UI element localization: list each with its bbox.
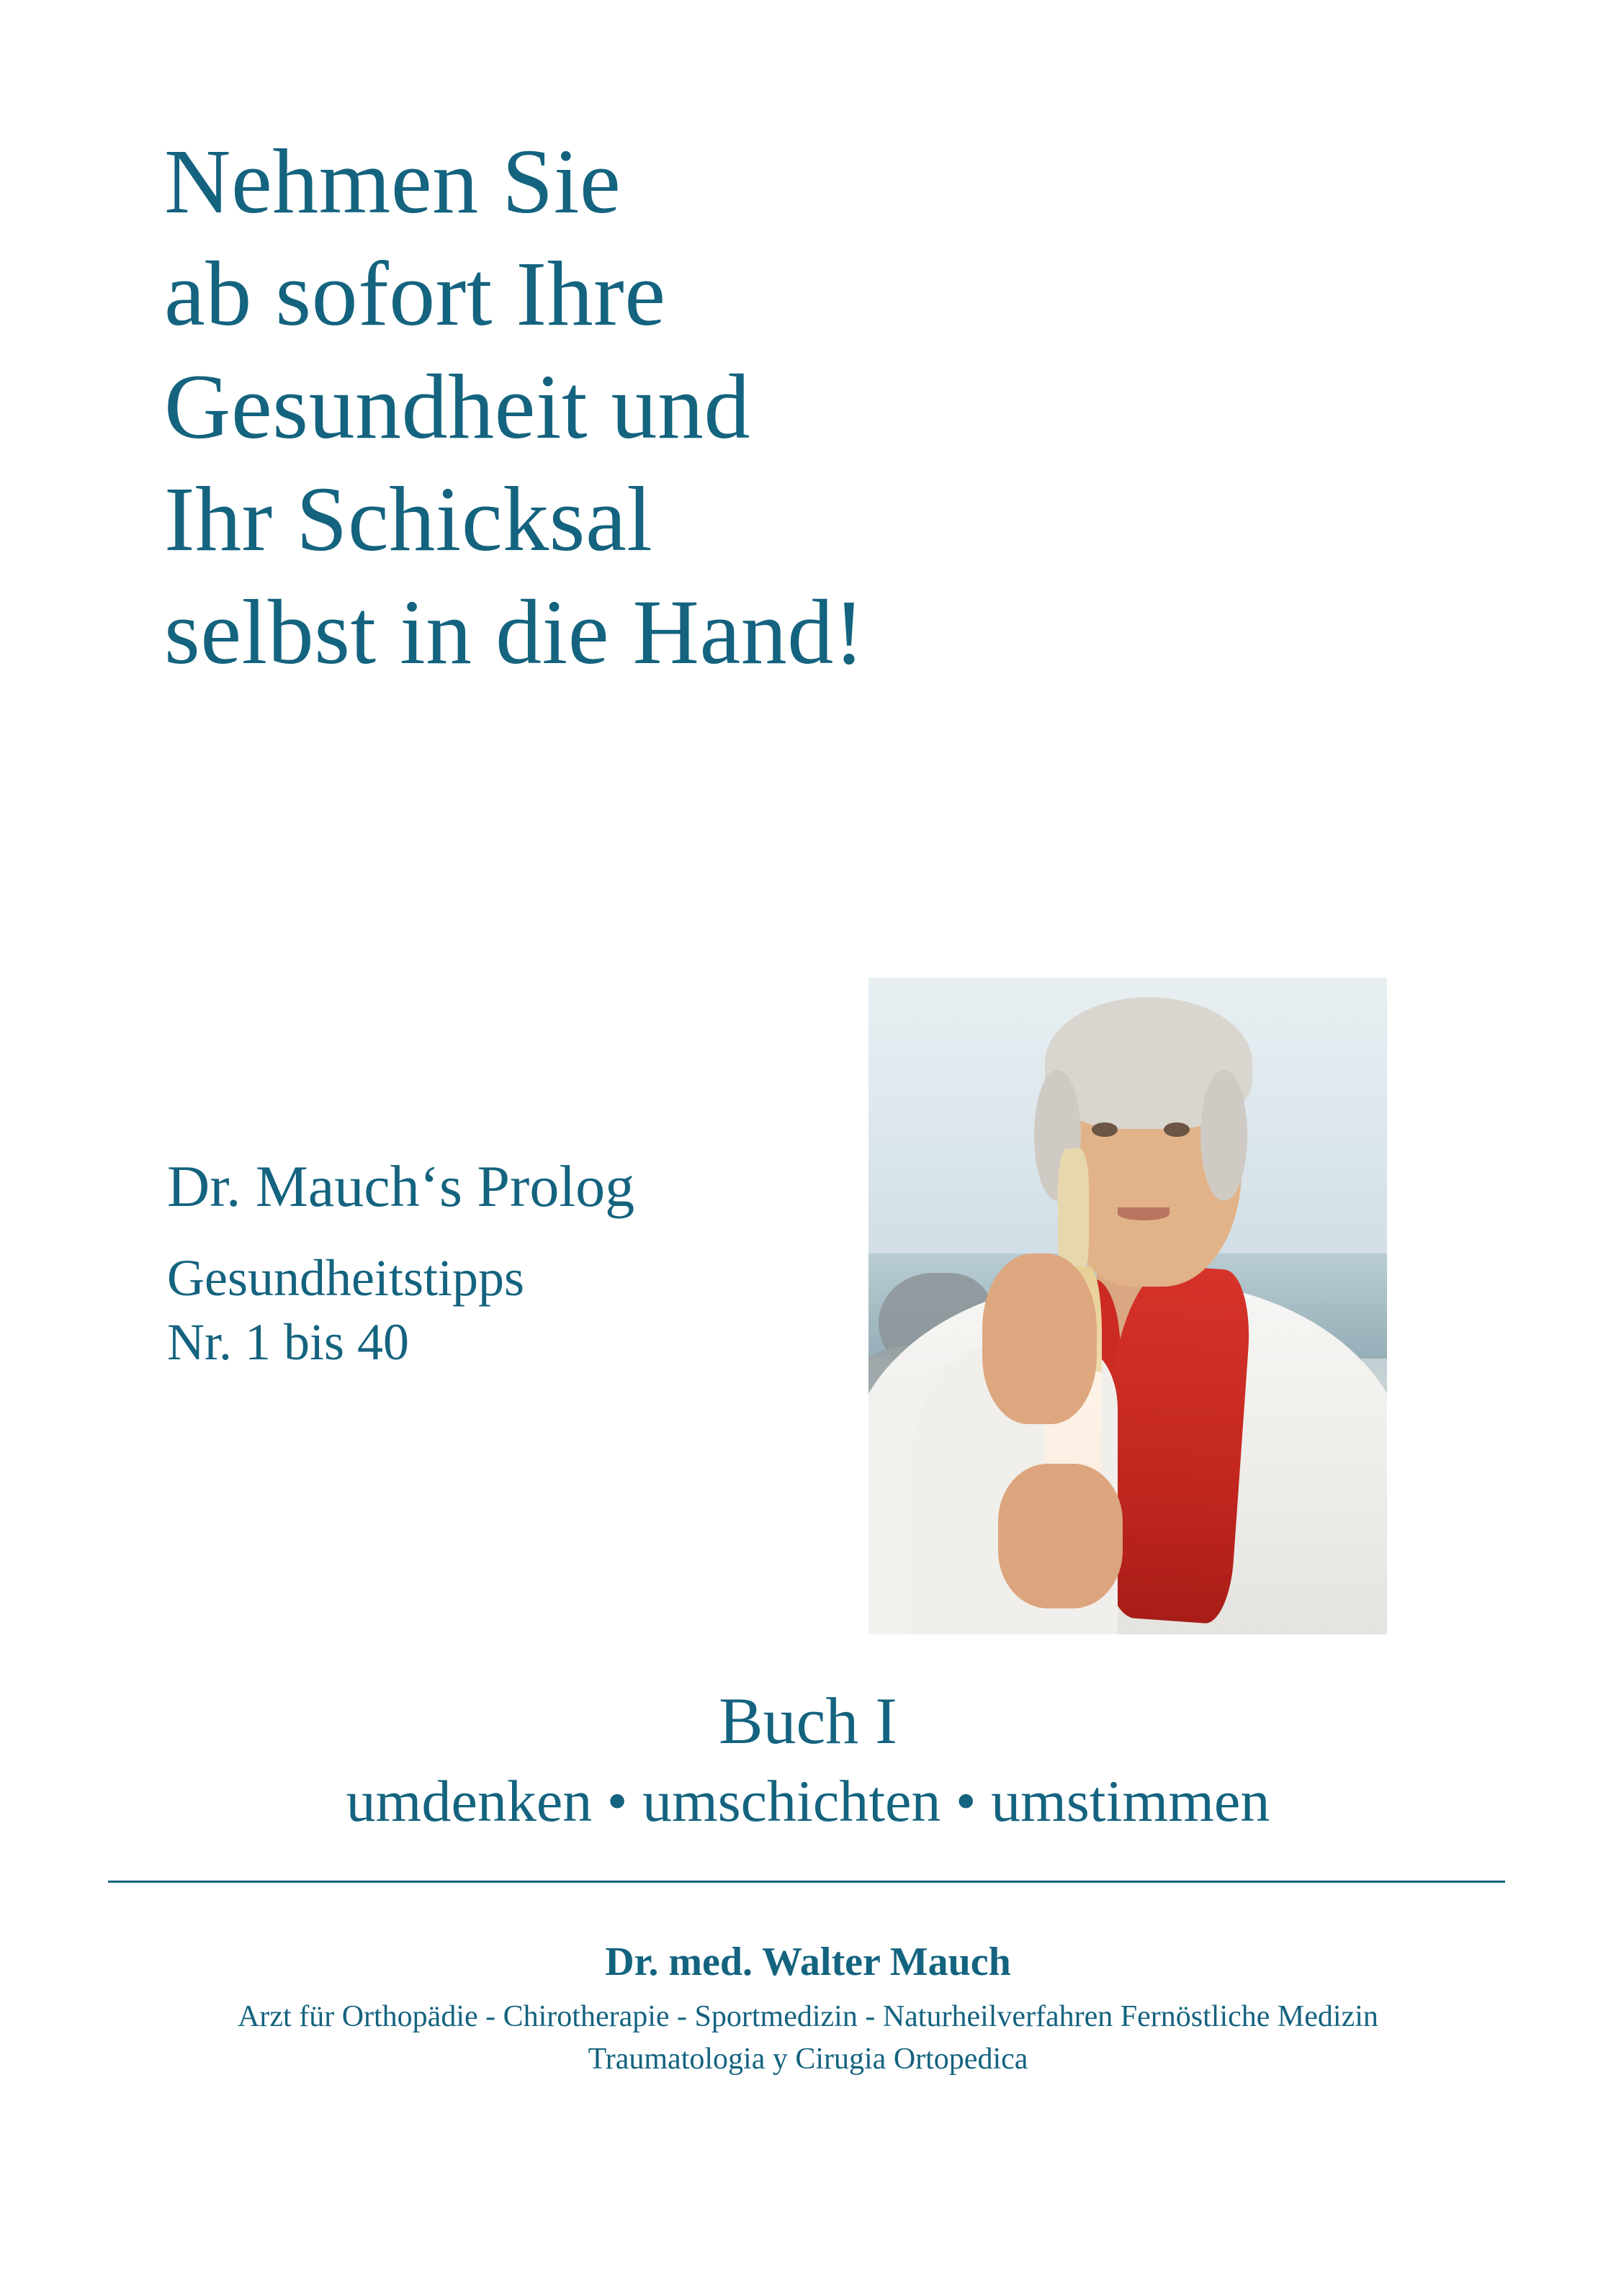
- author-description-line-2: Traumatologia y Cirugia Ortopedica: [588, 2042, 1028, 2076]
- photo-person-hair-right: [1200, 1070, 1247, 1201]
- subtitle-prolog: Dr. Mauch‘s Prolog: [167, 1153, 635, 1219]
- cover-subtitle: [167, 1152, 887, 1374]
- title-line-5: selbst in die Hand!: [164, 580, 865, 683]
- author-description-line-1: Arzt für Orthopädie - Chirotherapie - Sportmedizin - Naturheilverfahren Fernöstliche Medizin: [238, 2000, 1378, 2033]
- title-line-2: ab sofort Ihre: [164, 243, 666, 346]
- title-line-1: Nehmen Sie: [164, 130, 621, 233]
- photo-person-hand-upper: [982, 1253, 1096, 1424]
- author-photo: [868, 978, 1387, 1634]
- book-tagline: umdenken • umschichten • umstimmen: [346, 1768, 1270, 1834]
- cover-title: [164, 130, 1288, 696]
- author-footer: [0, 1937, 1616, 2081]
- title-line-3: Gesundheit und: [164, 355, 750, 458]
- photo-person-eye-left: [1092, 1122, 1118, 1137]
- title-line-4: Ihr Schicksal: [164, 468, 653, 571]
- author-name: Dr. med. Walter Mauch: [605, 1940, 1011, 1984]
- subtitle-tips-line-1: Gesundheitstipps: [167, 1248, 524, 1307]
- horizontal-divider: [108, 1881, 1505, 1883]
- photo-person-eye-right: [1164, 1122, 1190, 1137]
- photo-person-hand-lower: [998, 1464, 1123, 1608]
- book-volume-block: [0, 1685, 1616, 1834]
- subtitle-tips-line-2: Nr. 1 bis 40: [167, 1313, 410, 1372]
- book-title: Buch I: [719, 1684, 897, 1757]
